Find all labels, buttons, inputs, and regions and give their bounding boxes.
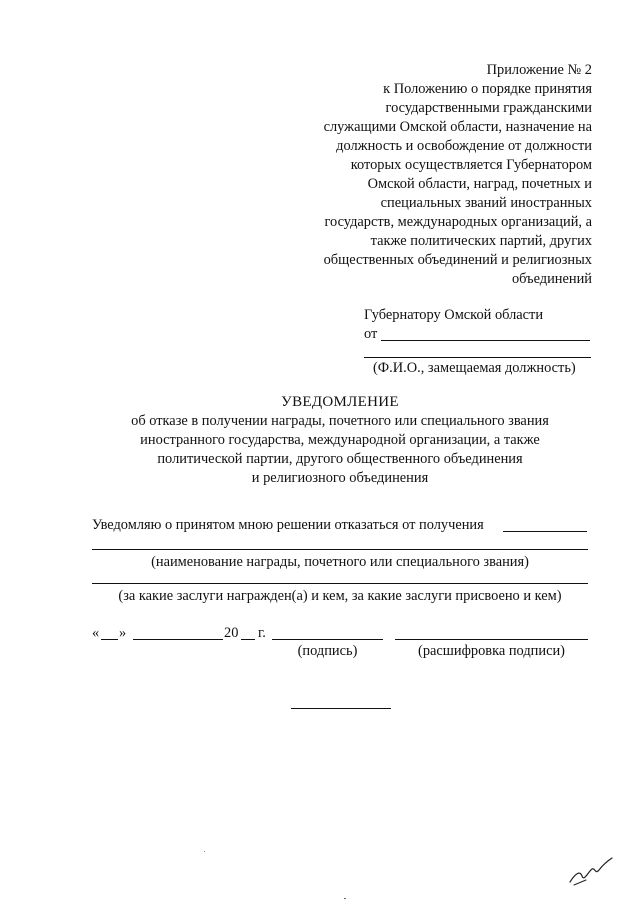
year-prefix: 20 bbox=[224, 625, 239, 641]
merits-caption: (за какие заслуги награжден(а) и кем, за какие заслуги присвоено и кем) bbox=[118, 588, 562, 604]
notice-heading: УВЕДОМЛЕНИЕ bbox=[281, 394, 399, 410]
signature-caption: (подпись) bbox=[297, 643, 358, 659]
title-line: политической партии, другого общественного объединения bbox=[157, 451, 523, 467]
closing-separator-line bbox=[291, 708, 391, 709]
appendix-header bbox=[282, 61, 592, 289]
addressee-to: Губернатору Омской области bbox=[364, 307, 544, 323]
year-suffix: г. bbox=[258, 625, 266, 641]
appendix-line: должность и освобождение от должности bbox=[336, 138, 592, 154]
appendix-line: также политических партий, других bbox=[370, 233, 592, 249]
title-line: иностранного государства, международной организации, а также bbox=[140, 432, 540, 448]
notice-text: Уведомляю о принятом мною решении отказаться от получения bbox=[92, 517, 484, 533]
day-blank-line bbox=[101, 639, 118, 640]
award-caption: (наименование награды, почетного или специального звания) bbox=[151, 554, 529, 570]
appendix-line: к Положению о порядке принятия bbox=[383, 81, 592, 97]
title-line: об отказе в получении награды, почетного или специального звания bbox=[131, 413, 549, 429]
from-blank-line bbox=[381, 340, 590, 341]
appendix-line: специальных званий иностранных bbox=[380, 195, 592, 211]
quote-open: « bbox=[92, 625, 100, 641]
signature-blank-line bbox=[272, 639, 383, 640]
notice-title bbox=[40, 393, 640, 488]
appendix-line: Омской области, наград, почетных и bbox=[367, 176, 592, 192]
appendix-line: общественных объединений и религиозных bbox=[323, 252, 592, 268]
scan-speck bbox=[344, 898, 346, 899]
appendix-line: государств, международных организаций, а bbox=[324, 214, 592, 230]
appendix-line: государственными гражданскими bbox=[385, 100, 592, 116]
quote-close: » bbox=[119, 625, 127, 641]
month-blank-line bbox=[133, 639, 223, 640]
award-blank-line bbox=[92, 549, 588, 550]
notice-blank-line bbox=[503, 531, 587, 532]
year-blank-line bbox=[241, 639, 255, 640]
appendix-line: Приложение № 2 bbox=[486, 62, 592, 78]
appendix-line: которых осуществляется Губернатором bbox=[350, 157, 592, 173]
fio-caption: (Ф.И.О., замещаемая должность) bbox=[373, 360, 576, 376]
appendix-line: служащими Омской области, назначение на bbox=[323, 119, 592, 135]
from-label: от bbox=[364, 326, 378, 342]
handwritten-initials-mark bbox=[566, 852, 618, 888]
merits-blank-line bbox=[92, 583, 588, 584]
decode-blank-line bbox=[395, 639, 588, 640]
appendix-line: объединений bbox=[511, 271, 592, 287]
title-line: и религиозного объединения bbox=[251, 470, 429, 486]
decode-caption: (расшифровка подписи) bbox=[418, 643, 565, 659]
scan-speck bbox=[204, 851, 205, 852]
fio-blank-line bbox=[364, 357, 591, 358]
